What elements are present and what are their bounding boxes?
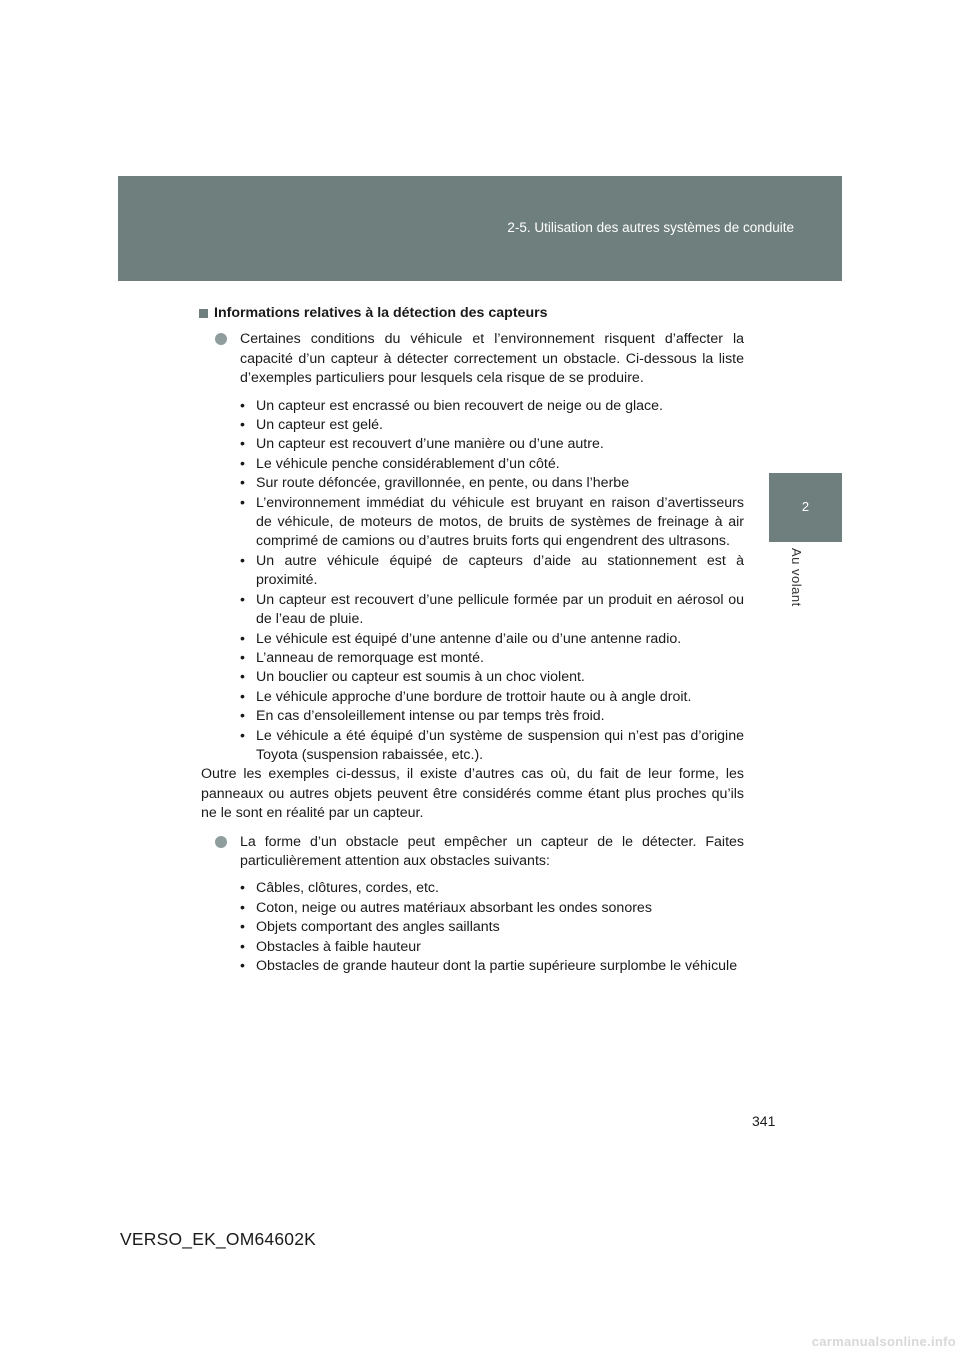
circle-bullet-icon — [215, 836, 227, 848]
list-item: • Coton, neige ou autres matériaux absorbant les ondes sonores — [240, 899, 744, 918]
list-item: • Obstacles à faible hauteur — [240, 938, 744, 957]
list-item: • L’environnement immédiat du véhicule est bruyant en raison d’avertisseurs de véhicule, de moteurs de motos, de bruits de systèmes de freinage à air comprimé de camions ou d’autres bruits forts qui engendrent des ultrasons. — [240, 494, 744, 552]
chapter-label: Au volant — [789, 548, 804, 607]
info-block-2 — [213, 833, 744, 977]
list-item: • Un capteur est encrassé ou bien recouvert de neige ou de glace. — [240, 397, 744, 416]
list-item: • Le véhicule penche considérablement d’un côté. — [240, 455, 744, 474]
list-item: • En cas d’ensoleillement intense ou par temps très froid. — [240, 707, 744, 726]
info-block-1-after: Outre les exemples ci-dessus, il existe d’autres cas où, du fait de leur forme, les panneaux ou autres objets peuvent être considérés comme étant plus proches qu’ils ne le sont en réalité par un capteur. — [201, 766, 744, 822]
list-item: • Le véhicule a été équipé d’un système de suspension qui n’est pas d’origine Toyota (suspension rabaissée, etc.). — [240, 727, 744, 766]
circle-bullet-icon — [215, 333, 227, 345]
square-bullet-icon — [199, 309, 208, 318]
list-item: • Le véhicule approche d’une bordure de trottoir haute ou à angle droit. — [240, 688, 744, 707]
section-heading — [199, 304, 744, 323]
obstacle-list — [214, 879, 744, 976]
list-item: • Câbles, clôtures, cordes, etc. — [240, 879, 744, 898]
list-item: • Sur route défoncée, gravillonnée, en pente, ou dans l’herbe — [240, 474, 744, 493]
condition-list — [214, 397, 744, 766]
list-item: • Objets comportant des angles saillants — [240, 918, 744, 937]
watermark: carmanualsonline.info — [811, 1334, 956, 1349]
document-code: VERSO_EK_OM64602K — [120, 1229, 317, 1249]
section-title: 2-5. Utilisation des autres systèmes de conduite — [507, 220, 794, 235]
info-block-1-text: Certaines conditions du véhicule et l’environnement risquent d’affecter la capacité d’un capteur à détecter correctement un obstacle. Ci-dessous la liste d’exemples particuliers pour lesquels cela risque de se produire. — [240, 331, 744, 387]
list-item: • Obstacles de grande hauteur dont la partie supérieure surplombe le véhicule — [240, 957, 744, 976]
page-content — [201, 304, 744, 976]
section-heading-text: Informations relatives à la détection des capteurs — [214, 305, 548, 321]
header-band — [118, 176, 842, 281]
list-item: • L’anneau de remorquage est monté. — [240, 649, 744, 668]
list-item: • Un bouclier ou capteur est soumis à un choc violent. — [240, 668, 744, 687]
chapter-tab — [769, 473, 842, 542]
list-item: • Un capteur est gelé. — [240, 416, 744, 435]
page-number: 341 — [752, 1113, 776, 1129]
list-item: • Un capteur est recouvert d’une pellicule formée par un produit en aérosol ou de l’eau de pluie. — [240, 591, 744, 630]
chapter-number: 2 — [801, 499, 810, 514]
info-block-1 — [213, 330, 744, 765]
list-item: • Un autre véhicule équipé de capteurs d’aide au stationnement est à proximité. — [240, 552, 744, 591]
info-block-2-text: La forme d’un obstacle peut empêcher un capteur de le détecter. Faites particulièrement attention aux obstacles suivants: — [240, 833, 744, 869]
list-item: • Le véhicule est équipé d’une antenne d’aile ou d’une antenne radio. — [240, 630, 744, 649]
list-item: • Un capteur est recouvert d’une manière ou d’une autre. — [240, 435, 744, 454]
